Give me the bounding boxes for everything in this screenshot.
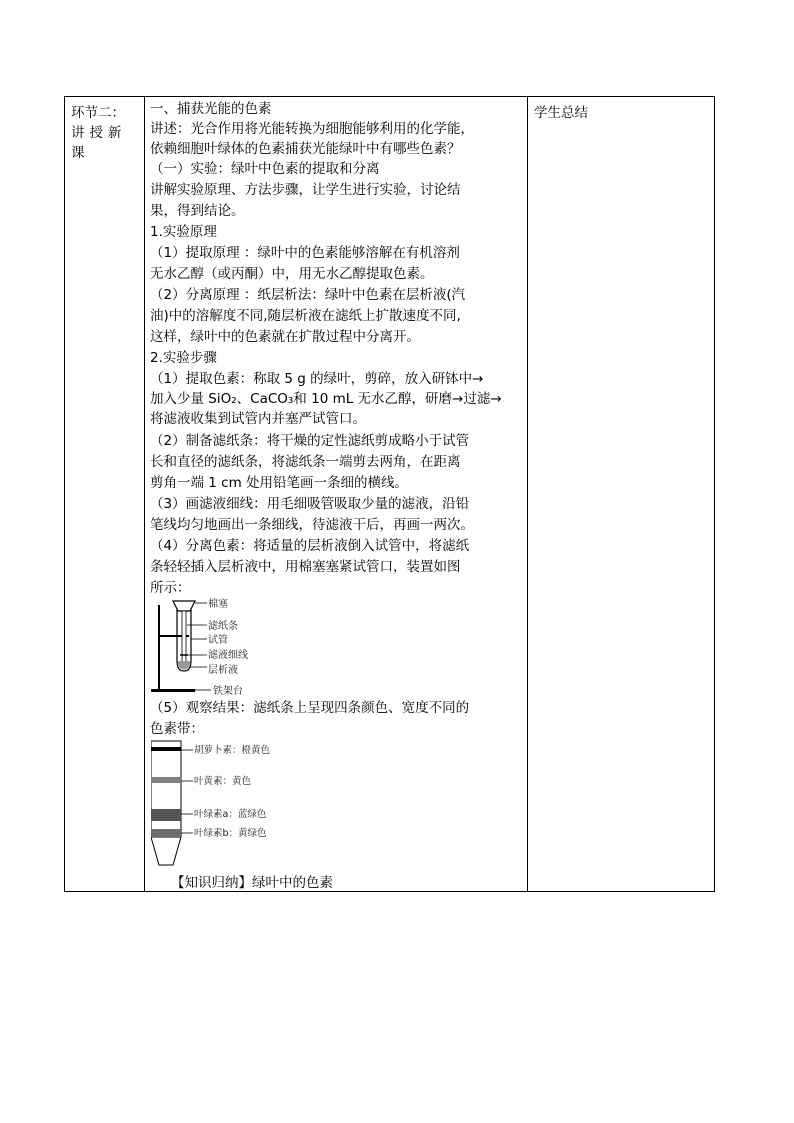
content-line: 长和直径的滤纸条，将滤纸条一端剪去两角，在距离 <box>150 454 461 470</box>
band-carotene <box>151 747 181 751</box>
stage-label <box>71 103 139 163</box>
content-line: 依赖细胞叶绿体的色素捕获光能绿叶中有哪些色素？ <box>150 141 461 157</box>
cotton-plug <box>173 601 195 611</box>
stage-label-line3: 课 <box>71 145 85 161</box>
stand-rod <box>158 605 160 691</box>
band-chlorophyll-a <box>151 809 181 821</box>
content-line: （5）观察结果：滤纸条上呈现四条颜色、宽度不同的 <box>150 700 470 716</box>
content-line: 讲述：光合作用将光能转换为细胞能够利用的化学能， <box>150 121 474 137</box>
stage-column <box>65 97 145 891</box>
content-line: 剪角一端 1 cm 处用铅笔画一条细的横线。 <box>150 475 409 491</box>
content-line: 笔线均匀地画出一条细线，待滤液干后，再画一两次。 <box>150 517 474 533</box>
lesson-table <box>64 96 715 892</box>
band-label: 叶绿素a：蓝绿色 <box>194 809 267 820</box>
content-line: 讲解实验原理、方法步骤，让学生进行实验，讨论结 <box>150 182 461 198</box>
apparatus-label: 滤纸条 <box>208 621 238 632</box>
content-line: 所示： <box>150 580 191 596</box>
filter-strip <box>151 741 181 865</box>
content-line: 加入少量 SiO₂、CaCO₃和 10 mL 无水乙醇，研磨→过滤→ <box>150 391 502 407</box>
band-xanthophyll <box>151 777 181 783</box>
summary-heading: 【知识归纳】绿叶中的色素 <box>171 875 333 891</box>
content-line: 2.实验步骤 <box>150 350 217 366</box>
pigment-bands-figure <box>151 737 291 871</box>
solvent <box>178 661 190 670</box>
notes-column <box>528 97 714 891</box>
apparatus-label: 试管 <box>208 635 228 646</box>
stand-base <box>151 689 195 692</box>
content-line: （2）制备滤纸条：将干燥的定性滤纸剪成略小于试管 <box>150 433 470 449</box>
content-line: （4）分离色素：将适量的层析液倒入试管中，将滤纸 <box>150 538 470 554</box>
content-line: 色素带： <box>150 721 204 737</box>
content-line: 一、捕获光能的色素 <box>150 101 272 117</box>
band-label: 叶绿素b：黄绿色 <box>194 828 267 839</box>
content-line: 1.实验原理 <box>150 224 217 240</box>
student-summary-label: 学生总结 <box>534 105 588 121</box>
content-line: 将滤液收集到试管内并塞严试管口。 <box>150 411 366 427</box>
apparatus-label: 棉塞 <box>208 599 228 610</box>
content-line: 果，得到结论。 <box>150 203 245 219</box>
band-chlorophyll-b <box>151 829 181 837</box>
content-line: 无水乙醇（或丙酮）中，用无水乙醇提取色素。 <box>150 266 434 282</box>
apparatus-label: 滤液细线 <box>208 650 248 661</box>
band-label: 叶黄素：黄色 <box>194 776 252 787</box>
apparatus-label: 铁架台 <box>213 686 243 697</box>
apparatus-figure <box>151 597 271 699</box>
content-line: （3）画滤液细线：用毛细吸管吸取少量的滤液，沿铅 <box>150 496 470 512</box>
content-line: （2）分离原理 ：纸层析法：绿叶中色素在层析液(汽 <box>150 287 466 303</box>
content-line: （1）提取原理 ：绿叶中的色素能够溶解在有机溶剂 <box>150 245 460 261</box>
stage-label-line1: 环节二： <box>71 105 125 121</box>
content-line: 条轻轻插入层析液中，用棉塞塞紧试管口，装置如图 <box>150 559 461 575</box>
content-column <box>145 97 528 891</box>
filter-strip <box>182 611 186 665</box>
stage-label-line2: 讲授新 <box>71 125 127 141</box>
band-label: 胡萝卜素：橙黄色 <box>194 745 271 756</box>
content-line: 这样，绿叶中的色素就在扩散过程中分离开。 <box>150 329 420 345</box>
content-line: （一）实验：绿叶中色素的提取和分离 <box>150 161 380 177</box>
content-line: （1）提取色素：称取 5 g 的绿叶，剪碎，放入研钵中→ <box>150 371 484 387</box>
content-line: 油)中的溶解度不同,随层析液在滤纸上扩散速度不同, <box>150 308 461 324</box>
apparatus-label: 层析液 <box>208 665 238 676</box>
